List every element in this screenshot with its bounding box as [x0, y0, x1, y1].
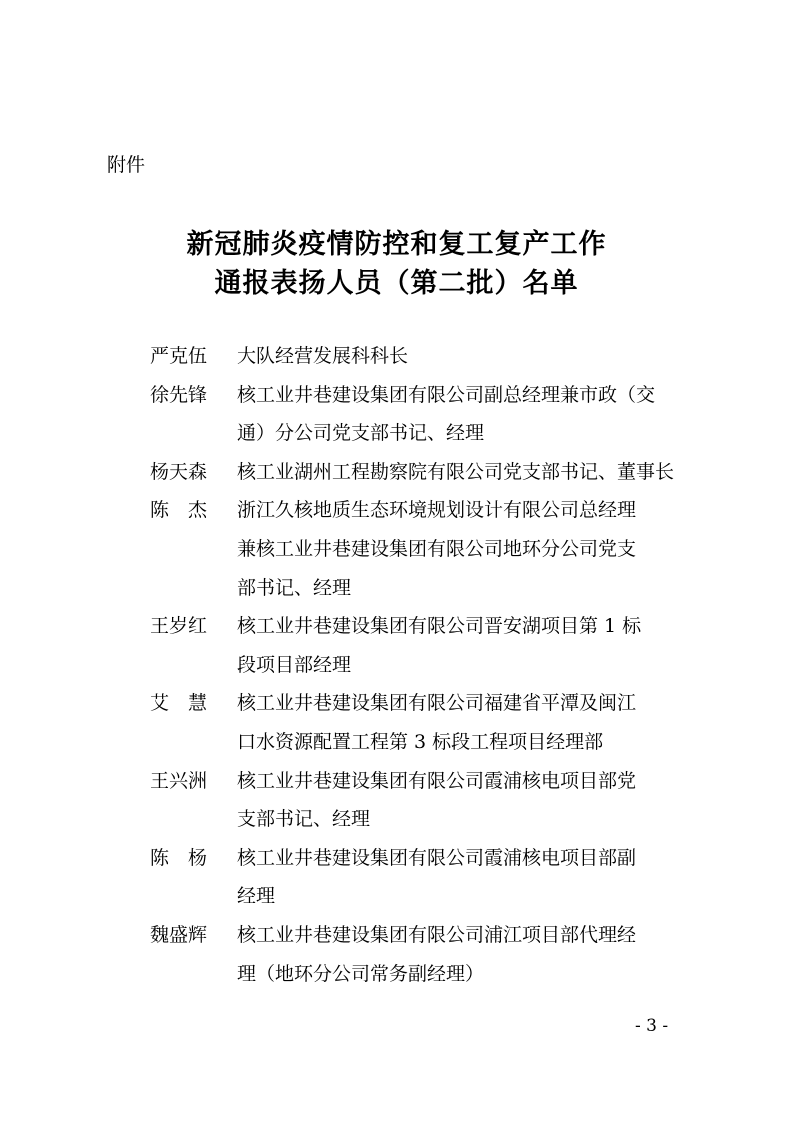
honoree-position — [237, 762, 707, 839]
honoree-name: 王兴洲 — [150, 769, 208, 792]
honoree-position — [237, 684, 707, 761]
honoree-position — [237, 376, 707, 453]
attachment-label: 附件 — [107, 154, 146, 176]
position-text-line: 核工业湖州工程勘察院有限公司党支部书记、董事长 — [237, 460, 675, 483]
honoree-list — [150, 337, 710, 993]
honoree-entry — [150, 684, 710, 761]
honoree-name: 严克伍 — [150, 345, 208, 367]
position-text-line: 段项目部经理 — [237, 653, 352, 676]
page-number: - 3 - — [635, 1016, 669, 1036]
position-text-line: 支部书记、经理 — [237, 808, 371, 831]
honoree-position — [237, 337, 707, 376]
document-title-line-1: 新冠肺炎疫情防控和复工复产工作 — [186, 229, 607, 260]
position-text-line: 通）分公司党支部书记、经理 — [237, 422, 485, 445]
honoree-entry — [150, 337, 710, 376]
position-text-line: 部书记、经理 — [237, 576, 352, 599]
honoree-name: 魏盛辉 — [150, 923, 208, 946]
honoree-position — [237, 839, 707, 916]
honoree-position — [237, 453, 707, 492]
honoree-name: 艾 慧 — [150, 692, 208, 715]
honoree-name: 杨天森 — [150, 460, 208, 483]
honoree-entry — [150, 839, 710, 916]
honoree-position — [237, 491, 707, 607]
honoree-name: 陈 杰 — [150, 499, 208, 522]
honoree-name: 王岁红 — [150, 615, 208, 638]
position-text-line: 核工业井巷建设集团有限公司副总经理兼市政（交 — [237, 383, 656, 406]
honoree-position — [237, 607, 707, 684]
position-text-line: 核工业井巷建设集团有限公司霞浦核电项目部党 — [237, 769, 637, 792]
honoree-entry — [150, 916, 710, 993]
position-text-line: 经理 — [237, 885, 276, 908]
position-text-line: 大队经营发展科科长 — [237, 345, 409, 367]
position-text-line: 核工业井巷建设集团有限公司福建省平潭及闽江 — [237, 692, 637, 715]
honoree-entry — [150, 376, 710, 453]
position-text-line: 核工业井巷建设集团有限公司晋安湖项目第 1 标 — [237, 615, 642, 638]
position-text-line: 核工业井巷建设集团有限公司浦江项目部代理经 — [237, 923, 637, 946]
honoree-entry — [150, 491, 710, 607]
position-text-line: 浙江久核地质生态环境规划设计有限公司总经理 — [237, 499, 637, 522]
honoree-entry — [150, 607, 710, 684]
honoree-name: 徐先锋 — [150, 383, 208, 406]
position-text-line: 理（地环分公司常务副经理） — [237, 962, 485, 985]
honoree-name: 陈 杨 — [150, 846, 208, 869]
document-title-line-2: 通报表扬人员（第二批）名单 — [214, 268, 579, 299]
honoree-entry — [150, 453, 710, 492]
position-text-line: 核工业井巷建设集团有限公司霞浦核电项目部副 — [237, 846, 637, 869]
position-text-line: 口水资源配置工程第 3 标段工程项目经理部 — [237, 730, 604, 753]
honoree-entry — [150, 762, 710, 839]
position-text-line: 兼核工业井巷建设集团有限公司地环分公司党支 — [237, 537, 637, 560]
honoree-position — [237, 916, 707, 993]
